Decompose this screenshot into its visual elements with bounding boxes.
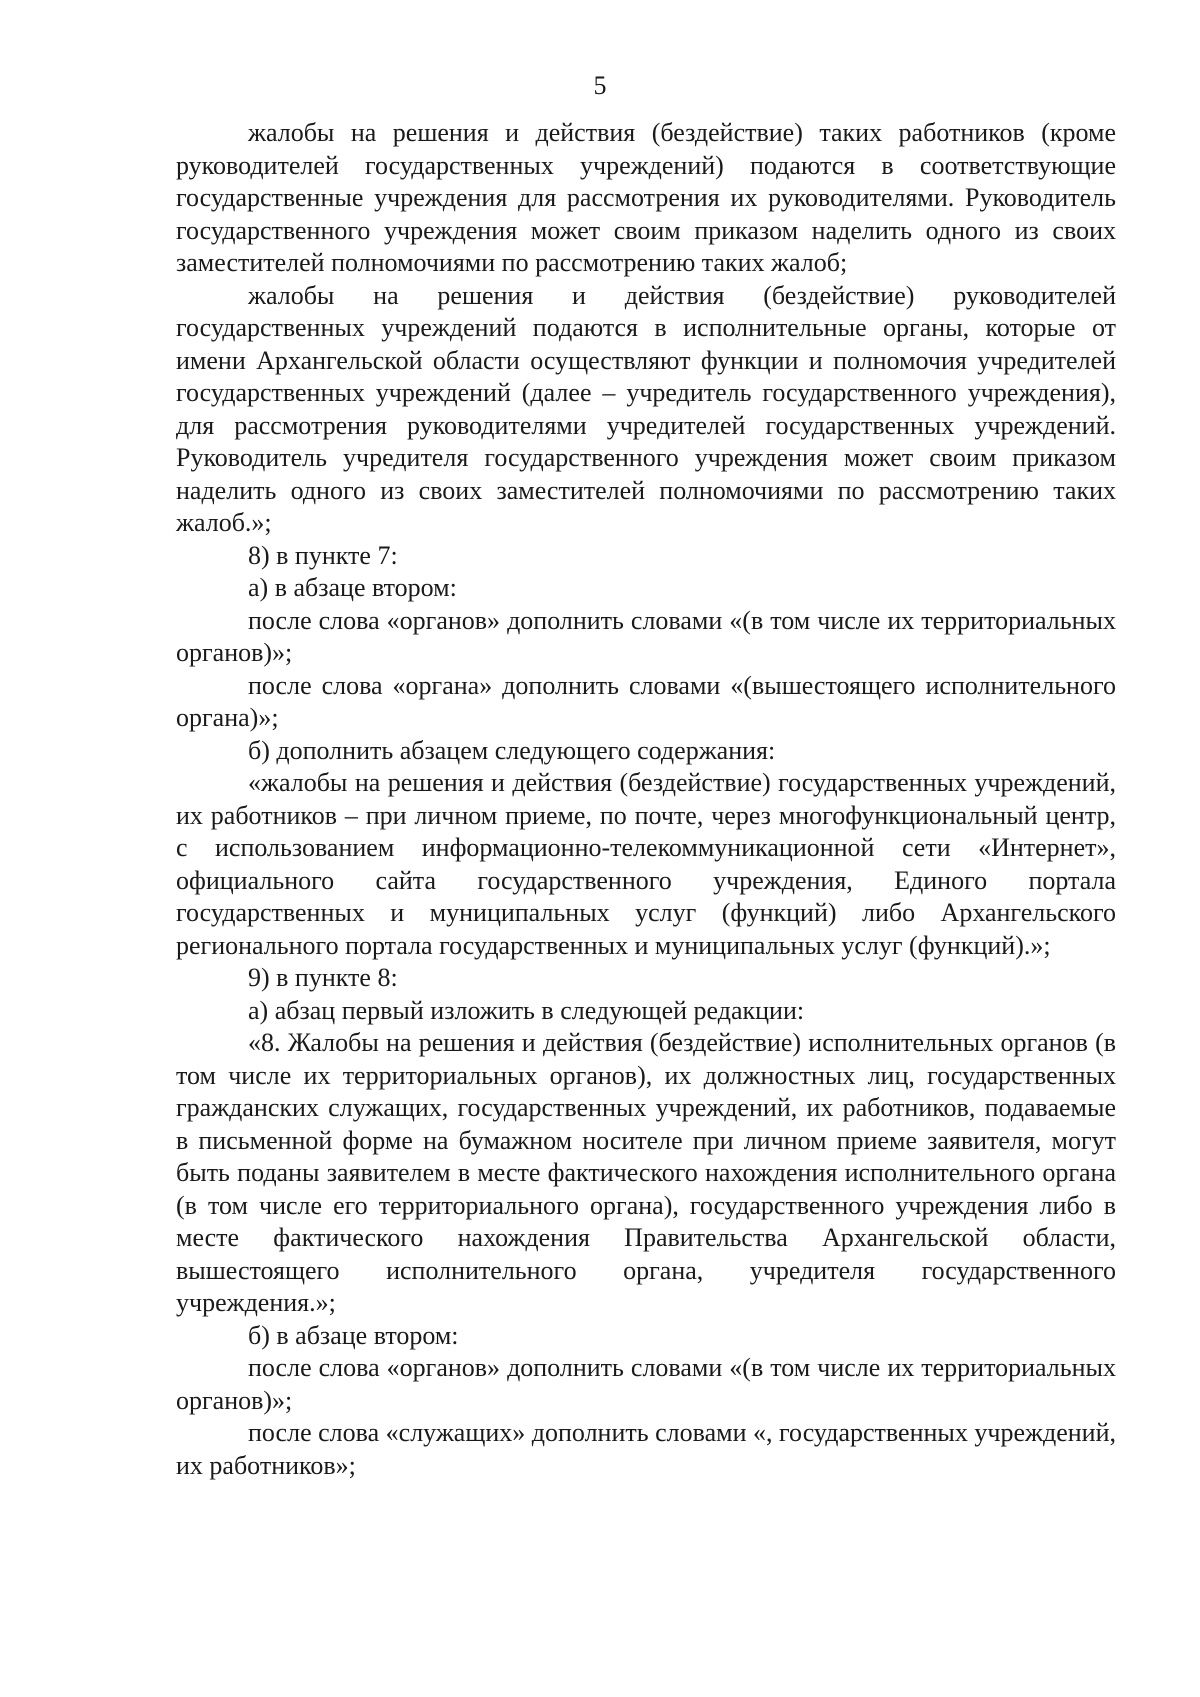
paragraph-after-organov-2: после слова «органов» дополнить словами «(в том числе их территориальных органов)»; <box>176 1353 1116 1415</box>
page-number: 5 <box>593 71 607 100</box>
paragraph-item-9-clause-8: 9) в пункте 8: <box>248 963 398 992</box>
paragraph-complaints-employees: жалобы на решения и действия (бездействие) таких работников (кроме руководителей государственных учреждений) подаются в соответствующие государственные учреждения для рассмотрения их руководителями. Руководитель государственного учреждения может своим приказом наделить одного из своих заместителей полномочиями по рассмотрению таких жалоб; <box>176 118 1116 277</box>
paragraph-subitem-b-second: б) в абзаце втором: <box>248 1320 459 1350</box>
paragraph-subitem-a: а) в абзаце втором: <box>248 573 457 602</box>
paragraph-after-organa: после слова «органа» дополнить словами «(вышестоящего исполнительного органа)»; <box>176 670 1116 732</box>
paragraph-item-8-clause-7: 8) в пункте 7: <box>248 540 398 570</box>
paragraph-new-complaints-text: «жалобы на решения и действия (бездействие) государственных учреждений, их работников – при личном приеме, по почте, через многофункциональный центр, с использованием информационно-телекоммуникационной сети «Интернет», официального сайта государственного учреждения, Единого портала государственных и муниципальных услуг (функций) либо Архангельского регионального портала государственных и муниципальных услуг (функций).»; <box>176 768 1116 960</box>
paragraph-after-sluzhaschih: после слова «служащих» дополнить словами «, государственных учреждений, их работников»; <box>176 1418 1116 1480</box>
document-body <box>176 117 1116 1482</box>
paragraph-clause-8-new-wording: «8. Жалобы на решения и действия (бездействие) исполнительных органов (в том числе их территориальных органов), их должностных лиц, государственных гражданских служащих, государственных учреждений, их работников, подаваемые в письменной форме на бумажном носителе при личном приеме заявителя, могут быть поданы заявителем в месте фактического нахождения исполнительного органа (в том числе его территориального органа), государственного учреждения либо в месте фактического нахождения Правительства Архангельской области, вышестоящего исполнительного органа, учредителя государственного учреждения.»; <box>176 1028 1116 1317</box>
paragraph-subitem-a-first: а) абзац первый изложить в следующей редакции: <box>248 995 805 1025</box>
paragraph-complaints-heads: жалобы на решения и действия (бездействие) руководителей государственных учреждений подаются в исполнительные органы, которые от имени Архангельской области осуществляют функции и полномочия учредителей государственных учреждений (далее – учредитель государственного учреждения), для рассмотрения руководителями учредителей государственных учреждений. Руководитель учредителя государственного учреждения может своим приказом наделить одного из своих заместителей полномочиями по рассмотрению таких жалоб.»; <box>176 280 1116 537</box>
paragraph-after-organov: после слова «органов» дополнить словами «(в том числе их территориальных органов)»; <box>176 605 1116 667</box>
paragraph-subitem-b: б) дополнить абзацем следующего содержания: <box>248 735 776 765</box>
